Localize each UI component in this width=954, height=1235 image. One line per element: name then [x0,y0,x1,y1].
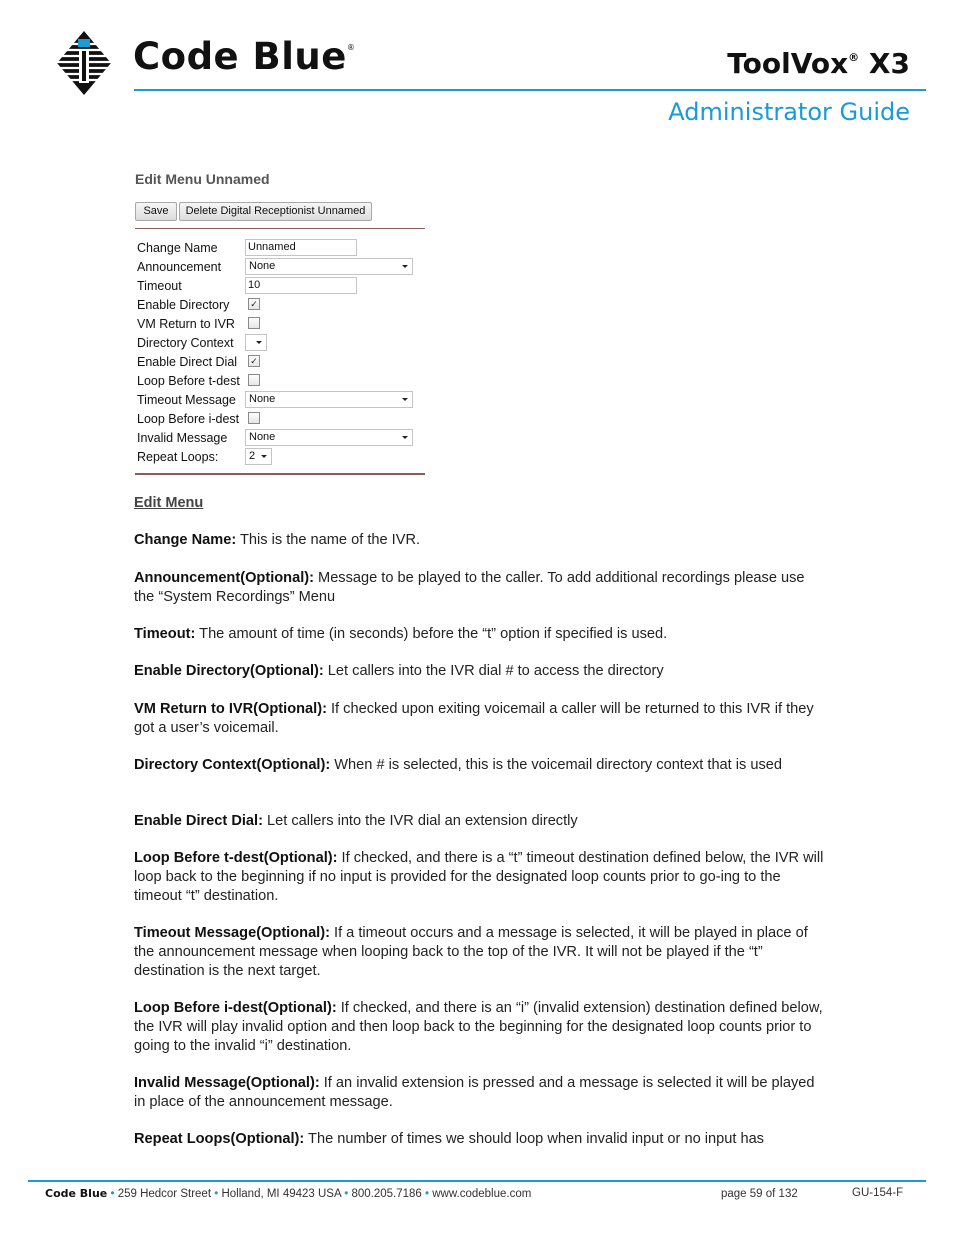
footer-address: 259 Hedcor Street [117,1188,212,1200]
save-button[interactable]: Save [135,202,177,221]
header-divider [134,89,926,91]
field-label: Enable Direct Dial [137,355,238,369]
footer-contact [45,1187,531,1200]
document-code: GU-154-F [852,1187,904,1199]
form-row-repeat-loops [137,448,427,467]
invalid-message-select[interactable]: None [245,429,413,446]
document-subtitle: Administrator Guide [668,98,910,126]
announcement-select[interactable]: None [245,258,413,275]
field-label: Enable Directory [137,298,230,312]
enable-direct-dial-checkbox[interactable]: ✓ [248,355,260,367]
field-label: Invalid Message [137,431,228,445]
timeout-input[interactable]: 10 [245,277,357,294]
description-timeout-message: Timeout Message(Optional): If a timeout occurs and a message is selected, it will be played in place of the announcement message when looping back to the top of the IVR. It will not be played if the “t” destination is the next target. [134,925,808,979]
field-label: Loop Before t-dest [137,374,240,388]
code-blue-logo-icon [56,30,112,96]
field-label: Directory Context [137,336,234,350]
description-enable-directory: Enable Directory(Optional): Let callers into the IVR dial # to access the directory [134,663,664,679]
description-vm-return: VM Return to IVR(Optional): If checked upon exiting voicemail a caller will be returned to this IVR if they got a user’s voicemail. [134,701,814,736]
form-row-invalid-message [137,429,427,448]
section-title: Edit Menu [134,495,204,511]
loop-before-i-dest-checkbox[interactable] [248,412,260,424]
form-row-change-name [137,239,427,258]
page-number: page 59 of 132 [721,1188,798,1200]
dropdown-arrow-icon [402,398,408,401]
description-repeat-loops: Repeat Loops(Optional): The number of times we should loop when invalid input or no input has [134,1131,764,1147]
dropdown-arrow-icon [256,341,262,344]
brand-name: Code Blue® [133,35,356,78]
field-label: Announcement [137,260,222,274]
description-enable-direct-dial: Enable Direct Dial: Let callers into the IVR dial an extension directly [134,813,578,829]
form-row-enable-direct-dial [137,353,427,372]
directory-context-select[interactable] [245,334,267,351]
footer-brand: Code Blue [45,1187,108,1200]
form-divider-top [135,228,425,229]
description-loop-before-t-dest: Loop Before t-dest(Optional): If checked, and there is a “t” timeout destination defined below, the IVR will loop back to the beginning if no input is provided for the designated loop counts prior to go-ing to the timeout “t” destination. [134,850,824,904]
product-title: ToolVox® X3 [727,47,910,80]
description-loop-before-i-dest: Loop Before i-dest(Optional): If checked, and there is an “i” (invalid extension) destination defined below, the IVR will play invalid option and then loop back to the beginning for the designated loop counts prior to going to the invalid “i” destination. [134,1000,823,1054]
field-label: Timeout Message [137,393,236,407]
form-row-loop-before-t-dest [137,372,427,391]
separator-dot-icon: • [214,1188,219,1200]
field-label: Loop Before i-dest [137,412,240,426]
description-announcement: Announcement(Optional): Message to be played to the caller. To add additional recordings please use the “System Recordings” Menu [134,570,805,605]
form-row-loop-before-i-dest [137,410,427,429]
form-row-vm-return [137,315,427,334]
field-label: VM Return to IVR [137,317,235,331]
field-label: Repeat Loops: [137,450,219,464]
separator-dot-icon: • [344,1188,349,1200]
vm-return-checkbox[interactable] [248,317,260,329]
timeout-message-select[interactable]: None [245,391,413,408]
dropdown-arrow-icon [402,265,408,268]
enable-directory-checkbox[interactable]: ✓ [248,298,260,310]
description-invalid-message: Invalid Message(Optional): If an invalid extension is pressed and a message is selected it will be played in place of the announcement message. [134,1075,815,1110]
description-timeout: Timeout: The amount of time (in seconds) before the “t” option if specified is used. [134,626,668,642]
separator-dot-icon: • [110,1188,115,1200]
repeat-loops-select[interactable]: 2 [245,448,272,465]
delete-receptionist-button[interactable]: Delete Digital Receptionist Unnamed [179,202,372,221]
form-row-timeout-message [137,391,427,410]
form-row-timeout [137,277,427,296]
form-row-announcement [137,258,427,277]
dropdown-arrow-icon [402,436,408,439]
dropdown-arrow-icon [261,455,267,458]
field-label: Timeout [137,279,182,293]
form-row-enable-directory [137,296,427,315]
description-change-name: Change Name: This is the name of the IVR. [134,532,421,548]
form-row-directory-context [137,334,427,353]
field-label: Change Name [137,241,218,255]
description-directory-context: Directory Context(Optional): When # is selected, this is the voicemail directory context that is used [134,757,783,773]
loop-before-t-dest-checkbox[interactable] [248,374,260,386]
form-divider-bottom [135,473,425,475]
footer-website[interactable]: www.codeblue.com [432,1188,532,1200]
separator-dot-icon: • [425,1188,430,1200]
form-title: Edit Menu Unnamed [135,171,270,187]
footer-city: Holland, MI 49423 USA [221,1188,342,1200]
footer-phone: 800.205.7186 [351,1188,422,1200]
footer-divider [28,1180,926,1182]
change-name-input[interactable]: Unnamed [245,239,357,256]
